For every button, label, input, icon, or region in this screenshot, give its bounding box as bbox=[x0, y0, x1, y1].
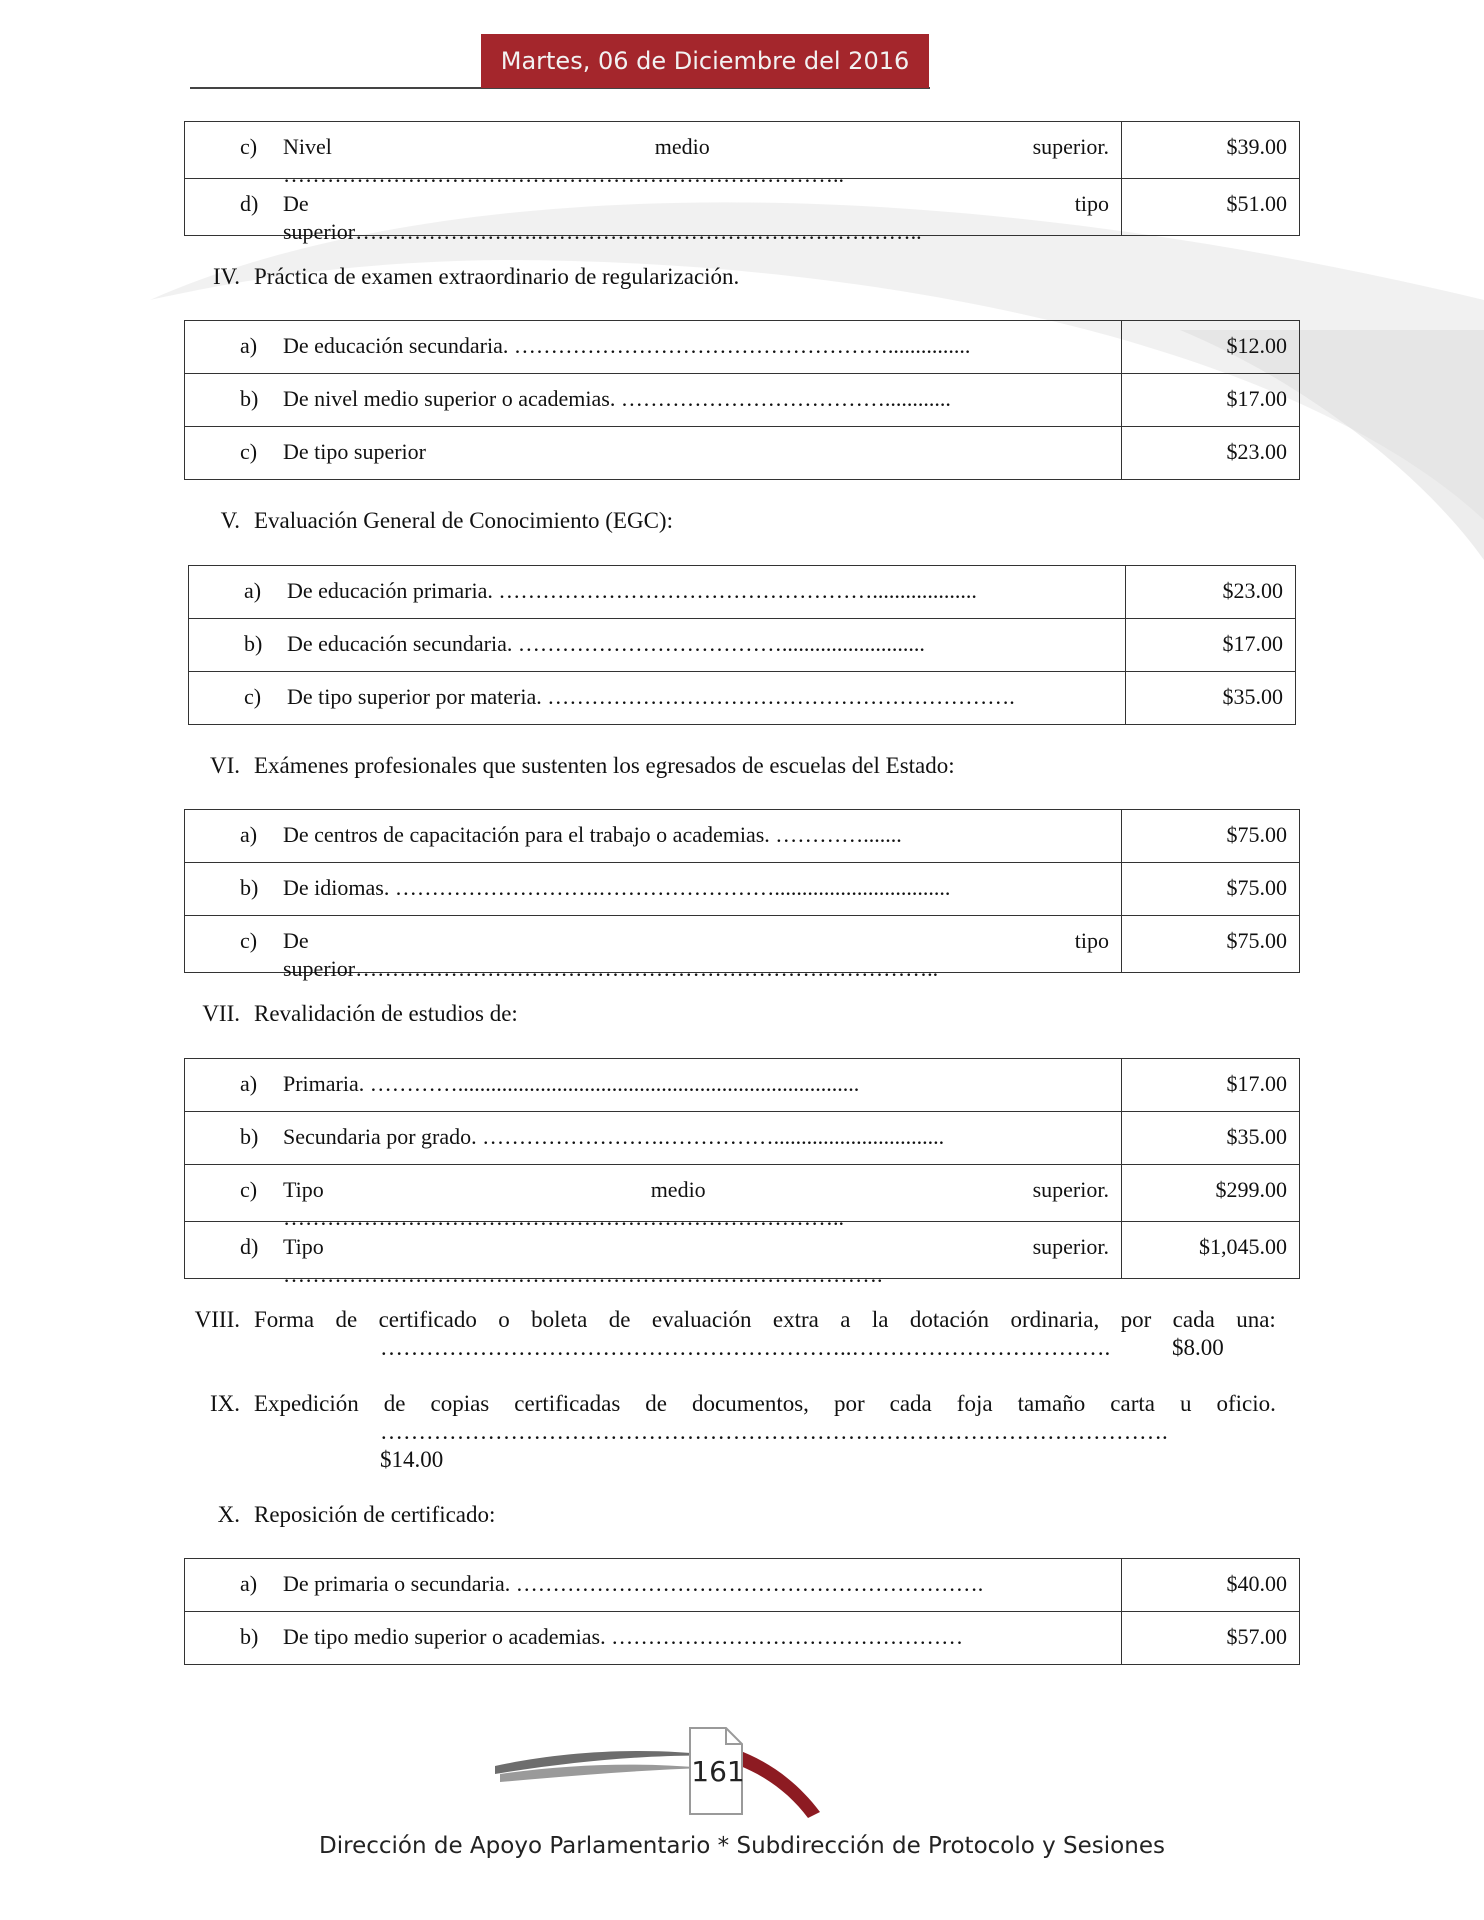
row-letter: c) bbox=[240, 928, 258, 953]
row-amount: $17.00 bbox=[1122, 1059, 1300, 1112]
row-word: Nivel bbox=[283, 134, 332, 159]
section-ix bbox=[150, 1391, 1276, 1473]
table-row bbox=[185, 1612, 1300, 1665]
section-leader-dots: ……………………………………………………..……………………………. bbox=[380, 1335, 1111, 1360]
row-word: De bbox=[283, 191, 309, 216]
fee-table-x bbox=[184, 1558, 1300, 1665]
table-row bbox=[185, 863, 1300, 916]
row-letter: b) bbox=[240, 386, 259, 411]
table-row bbox=[189, 672, 1296, 725]
table-row bbox=[185, 810, 1300, 863]
section-title: Exámenes profesionales que sustenten los egresados de escuelas del Estado: bbox=[254, 753, 955, 778]
section-word: documentos, bbox=[692, 1391, 809, 1416]
table-row bbox=[185, 1222, 1300, 1279]
row-description: De primaria o secundaria. ………………………………………………………. bbox=[283, 1571, 984, 1596]
row-description: Primaria. …………......................................................................... bbox=[283, 1071, 860, 1096]
row-amount: $40.00 bbox=[1122, 1559, 1300, 1612]
row-leader-dots: ………………………………………………………………….. bbox=[283, 1205, 844, 1230]
table-row bbox=[189, 566, 1296, 619]
row-letter: c) bbox=[244, 684, 262, 709]
row-amount: $23.00 bbox=[1126, 566, 1296, 619]
section-word: foja bbox=[956, 1391, 993, 1416]
row-amount: $17.00 bbox=[1126, 619, 1296, 672]
section-word: a bbox=[840, 1307, 851, 1332]
row-word: tipo bbox=[1074, 191, 1109, 216]
row-amount: $75.00 bbox=[1122, 810, 1300, 863]
section-word: evaluación bbox=[651, 1307, 752, 1332]
row-leader-dots: ………………………………………………………………….. bbox=[283, 162, 844, 187]
table-row bbox=[185, 1165, 1300, 1222]
row-letter: d) bbox=[240, 1234, 259, 1259]
table-row bbox=[185, 1059, 1300, 1112]
row-word: superior. bbox=[1032, 1234, 1109, 1259]
row-word: superior. bbox=[1032, 134, 1109, 159]
section-word: cada bbox=[1172, 1307, 1215, 1332]
section-title: Práctica de examen extraordinario de regularización. bbox=[254, 264, 740, 289]
footer-emblem bbox=[490, 1722, 830, 1832]
row-letter: a) bbox=[244, 578, 262, 603]
row-word: De bbox=[283, 928, 309, 953]
section-number: IV. bbox=[212, 264, 240, 289]
section-word: carta bbox=[1110, 1391, 1155, 1416]
row-amount: $51.00 bbox=[1122, 179, 1300, 236]
row-amount: $23.00 bbox=[1122, 427, 1300, 480]
row-word: Tipo bbox=[283, 1177, 324, 1202]
section-word: dotación bbox=[909, 1307, 990, 1332]
section-number: X. bbox=[217, 1502, 240, 1527]
section-title: Reposición de certificado: bbox=[254, 1502, 496, 1527]
section-word: copias bbox=[430, 1391, 490, 1416]
row-letter: b) bbox=[240, 875, 259, 900]
section-number: V. bbox=[220, 508, 240, 533]
row-word: tipo bbox=[1074, 928, 1109, 953]
row-letter: c) bbox=[240, 134, 258, 159]
table-row bbox=[185, 122, 1300, 179]
section-word: Forma bbox=[254, 1307, 315, 1332]
row-letter: b) bbox=[240, 1624, 259, 1649]
row-leader-dots: superior…………………….…………………………………………….. bbox=[283, 219, 922, 244]
row-description: De educación secundaria. ……………………………….......................... bbox=[287, 631, 925, 656]
row-amount: $17.00 bbox=[1122, 374, 1300, 427]
section-word: de bbox=[608, 1307, 631, 1332]
section-title: Revalidación de estudios de: bbox=[254, 1001, 518, 1026]
section-title: Evaluación General de Conocimiento (EGC): bbox=[254, 508, 673, 533]
section-v-heading bbox=[150, 508, 673, 534]
row-letter: c) bbox=[240, 1177, 258, 1202]
table-row bbox=[189, 619, 1296, 672]
row-amount: $75.00 bbox=[1122, 916, 1300, 973]
table-row bbox=[185, 321, 1300, 374]
section-number: VI. bbox=[209, 753, 240, 778]
row-amount: $75.00 bbox=[1122, 863, 1300, 916]
row-letter: a) bbox=[240, 1071, 258, 1096]
fee-table-vi bbox=[184, 809, 1300, 981]
section-word: por bbox=[1120, 1307, 1152, 1332]
section-word: cada bbox=[889, 1391, 932, 1416]
row-leader-dots: ………………………………………………………………………. bbox=[283, 1262, 883, 1287]
row-amount: $299.00 bbox=[1122, 1165, 1300, 1222]
row-description: Secundaria por grado. …………………….……………............................... bbox=[283, 1124, 945, 1149]
section-word: oficio. bbox=[1216, 1391, 1276, 1416]
fee-table-iv bbox=[184, 320, 1300, 480]
section-word: por bbox=[833, 1391, 865, 1416]
row-leader-dots: superior…………………………………………………………………….. bbox=[283, 956, 939, 981]
table-row bbox=[185, 916, 1300, 973]
row-description: De idiomas. ……………………….……………………................................ bbox=[283, 875, 951, 900]
row-word: medio bbox=[650, 1177, 706, 1202]
section-leader-dots: …………………………………………………………………………………………. bbox=[380, 1419, 1168, 1444]
row-description: De tipo superior por materia. ………………………………………………………. bbox=[287, 684, 1015, 709]
fee-table-continued bbox=[184, 121, 1300, 244]
section-word: tamaño bbox=[1017, 1391, 1086, 1416]
section-word: o bbox=[498, 1307, 510, 1332]
row-word: superior. bbox=[1032, 1177, 1109, 1202]
row-description: De tipo medio superior o academias. ………………………………………… bbox=[283, 1624, 964, 1649]
section-vi-heading bbox=[150, 753, 955, 779]
row-letter: b) bbox=[244, 631, 263, 656]
section-word: de bbox=[335, 1307, 358, 1332]
row-description: De educación primaria. ……………………………………………................... bbox=[287, 578, 977, 603]
fee-table-vii bbox=[184, 1058, 1300, 1287]
section-number: VIII. bbox=[194, 1307, 240, 1332]
row-word: medio bbox=[654, 134, 710, 159]
header-date: Martes, 06 de Diciembre del 2016 bbox=[500, 47, 910, 75]
table-row bbox=[185, 427, 1300, 480]
row-amount: $39.00 bbox=[1122, 122, 1300, 179]
table-row bbox=[185, 374, 1300, 427]
section-word: una: bbox=[1236, 1307, 1276, 1332]
table-row bbox=[185, 1112, 1300, 1165]
footer-text: Dirección de Apoyo Parlamentario * Subdirección de Protocolo y Sesiones bbox=[319, 1833, 1165, 1859]
table-row bbox=[185, 1559, 1300, 1612]
section-word: certificadas bbox=[514, 1391, 621, 1416]
section-x-heading bbox=[150, 1502, 495, 1528]
section-word: Expedición bbox=[254, 1391, 359, 1416]
section-number: VII. bbox=[202, 1001, 240, 1026]
row-letter: b) bbox=[240, 1124, 259, 1149]
row-amount: $12.00 bbox=[1122, 321, 1300, 374]
row-letter: a) bbox=[240, 333, 258, 358]
section-word: la bbox=[871, 1307, 889, 1332]
section-word: boleta bbox=[531, 1307, 588, 1332]
section-amount: $8.00 bbox=[1172, 1335, 1224, 1360]
row-description: De educación secundaria. ……………………………………………............... bbox=[283, 333, 971, 358]
section-word: u bbox=[1179, 1391, 1192, 1416]
row-amount: $35.00 bbox=[1122, 1112, 1300, 1165]
section-iv-heading bbox=[150, 264, 739, 290]
table-row bbox=[185, 179, 1300, 236]
row-description: De centros de capacitación para el trabajo o academias. …………....... bbox=[283, 822, 902, 847]
row-amount: $35.00 bbox=[1126, 672, 1296, 725]
row-letter: c) bbox=[240, 439, 258, 464]
section-word: certificado bbox=[378, 1307, 477, 1332]
row-letter: a) bbox=[240, 822, 258, 847]
row-description: De tipo superior bbox=[283, 439, 426, 464]
row-description: De nivel medio superior o academias. ………………………………............ bbox=[283, 386, 951, 411]
fee-table-v bbox=[188, 565, 1296, 725]
section-number: IX. bbox=[209, 1391, 240, 1416]
section-word: de bbox=[645, 1391, 667, 1416]
section-word: extra bbox=[772, 1307, 819, 1332]
row-letter: a) bbox=[240, 1571, 258, 1596]
section-viii bbox=[150, 1307, 1276, 1361]
section-word: ordinaria, bbox=[1010, 1307, 1100, 1332]
row-word: Tipo bbox=[283, 1234, 324, 1259]
section-amount: $14.00 bbox=[380, 1447, 444, 1472]
page-number: 161 bbox=[691, 1755, 745, 1788]
row-amount: $57.00 bbox=[1122, 1612, 1300, 1665]
row-amount: $1,045.00 bbox=[1122, 1222, 1300, 1279]
section-word: de bbox=[383, 1391, 406, 1416]
date-banner bbox=[481, 34, 929, 88]
section-vii-heading bbox=[150, 1001, 518, 1027]
row-letter: d) bbox=[240, 191, 259, 216]
